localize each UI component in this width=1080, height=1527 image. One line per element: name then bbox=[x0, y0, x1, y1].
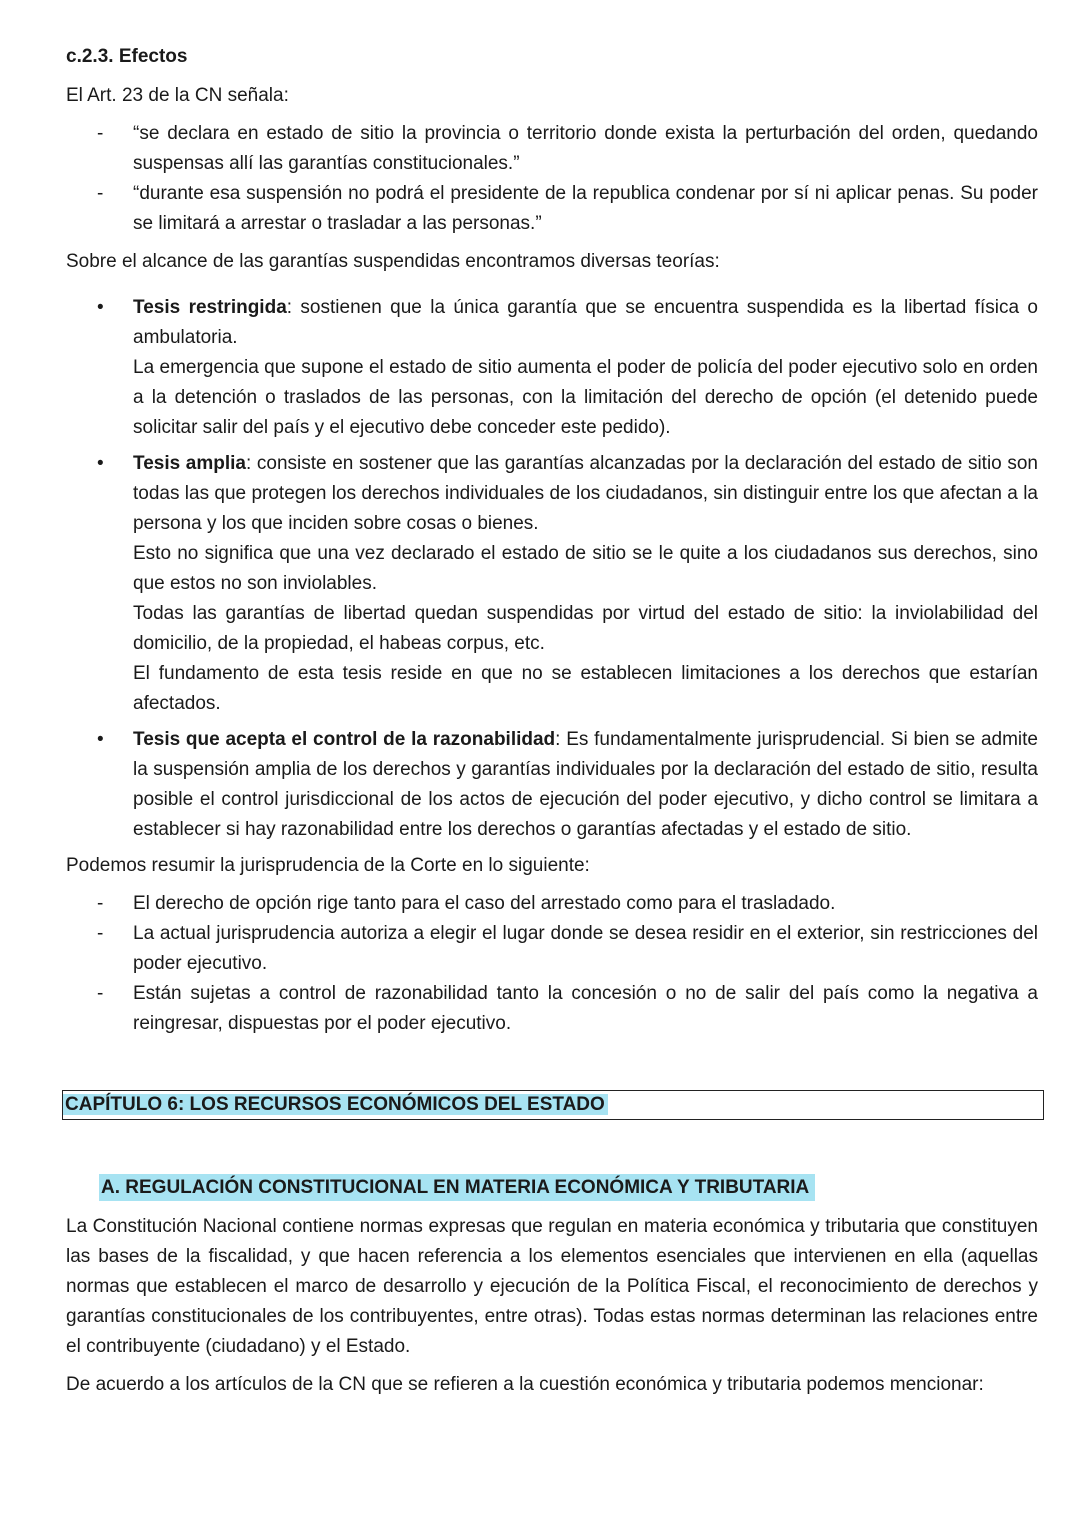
chapter-title: CAPÍTULO 6: LOS RECURSOS ECONÓMICOS DEL ESTADO bbox=[63, 1094, 608, 1115]
bullet-marker: • bbox=[97, 729, 104, 750]
theory-text: : sostienen que la única garantía que se encuentra suspendida es la libertad física o ambulatoria. bbox=[133, 297, 1038, 348]
intro-text: El Art. 23 de la CN señala: bbox=[66, 85, 289, 106]
summary-intro: Podemos resumir la jurisprudencia de la Corte en lo siguiente: bbox=[66, 855, 590, 876]
theory-text: La emergencia que supone el estado de sitio aumenta el poder de policía del poder ejecutivo solo en orden a la detención o traslados de las personas, con la limitación del derecho de opción (el detenido puede solicitar salir del país y el ejecutivo debe conceder este pedido). bbox=[133, 357, 1038, 438]
theory-text: El fundamento de esta tesis reside en que no se establecen limitaciones a los derechos que estarían afectados. bbox=[133, 663, 1038, 714]
summary-list bbox=[66, 889, 1038, 1039]
list-item bbox=[66, 179, 1038, 239]
theory-title: Tesis amplia bbox=[133, 453, 246, 474]
list-item bbox=[66, 889, 1038, 919]
list-item bbox=[66, 119, 1038, 179]
list-item bbox=[66, 919, 1038, 979]
theory-text: : consiste en sostener que las garantías alcanzadas por la declaración del estado de sitio son todas las que protegen los derechos individuales de los ciudadanos, sin distinguir entre los que afectan a la persona y los que inciden sobre cosas o bienes. bbox=[133, 453, 1038, 534]
theory-text: : Es fundamentalmente jurisprudencial. Si bien se admite la suspensión amplia de los derechos y garantías individuales por la declaración del estado de sitio, resulta posible el control jurisdiccional de los actos de ejecución del poder ejecutivo, y dicho control se limitara a establecer si hay razonabilidad entre los derechos o garantías afectadas y el estado de sitio. bbox=[133, 729, 1038, 840]
theory-title: Tesis que acepta el control de la razonabilidad bbox=[133, 729, 556, 750]
chapter-title-box bbox=[62, 1090, 1044, 1120]
closing-text: De acuerdo a los artículos de la CN que se refieren a la cuestión económica y tributaria podemos mencionar: bbox=[66, 1374, 984, 1395]
dash-marker: - bbox=[97, 983, 104, 1004]
bullet-marker: • bbox=[97, 297, 104, 318]
dash-marker: - bbox=[97, 923, 104, 944]
summary-text: La actual jurisprudencia autoriza a elegir el lugar donde se desea residir en el exterior, sin restricciones del poder ejecutivo. bbox=[133, 923, 1038, 974]
dash-marker: - bbox=[97, 123, 104, 144]
section-body: La Constitución Nacional contiene normas expresas que regulan en materia económica y tributaria que constituyen las bases de la fiscalidad, y que hacen referencia a los elementos esenciales que intervienen en ella (aquellas normas que establecen el marco de desarrollo y ejecución de la Política Fiscal, el reconocimiento de derechos y garantías constitucionales de los contribuyentes, entre otras). Todas estas normas determinan las relaciones entre el contribuyente (ciudadano) y el Estado. bbox=[66, 1216, 1038, 1357]
quote-text: “se declara en estado de sitio la provincia o territorio donde exista la perturbación del orden, quedando suspensas allí las garantías constitucionales.” bbox=[133, 123, 1038, 174]
summary-text: El derecho de opción rige tanto para el caso del arrestado como para el trasladado. bbox=[133, 893, 836, 914]
list-item bbox=[66, 293, 1038, 443]
list-item bbox=[66, 449, 1038, 719]
section-title-row bbox=[99, 1173, 1038, 1203]
dash-marker: - bbox=[97, 893, 104, 914]
theories-list bbox=[66, 293, 1038, 845]
theory-text: Todas las garantías de libertad quedan suspendidas por virtud del estado de sitio: la inviolabilidad del domicilio, de la propiedad, el habeas corpus, etc. bbox=[133, 603, 1038, 654]
section-heading: c.2.3. Efectos bbox=[66, 46, 188, 67]
quote-list bbox=[66, 119, 1038, 239]
summary-text: Están sujetas a control de razonabilidad tanto la concesión o no de salir del país como la negativa a reingresar, dispuestas por el poder ejecutivo. bbox=[133, 983, 1038, 1034]
bullet-marker: • bbox=[97, 453, 104, 474]
theory-text: Esto no significa que una vez declarado el estado de sitio se le quite a los ciudadanos sus derechos, sino que estos no son inviolables. bbox=[133, 543, 1038, 594]
theories-intro: Sobre el alcance de las garantías suspendidas encontramos diversas teorías: bbox=[66, 251, 720, 272]
list-item bbox=[66, 725, 1038, 845]
quote-text: “durante esa suspensión no podrá el presidente de la republica condenar por sí ni aplicar penas. Su poder se limitará a arrestar o trasladar a las personas.” bbox=[133, 183, 1038, 234]
dash-marker: - bbox=[97, 183, 104, 204]
theory-title: Tesis restringida bbox=[133, 297, 287, 318]
list-item bbox=[66, 979, 1038, 1039]
section-title: A. REGULACIÓN CONSTITUCIONAL EN MATERIA ECONÓMICA Y TRIBUTARIA bbox=[99, 1174, 815, 1201]
